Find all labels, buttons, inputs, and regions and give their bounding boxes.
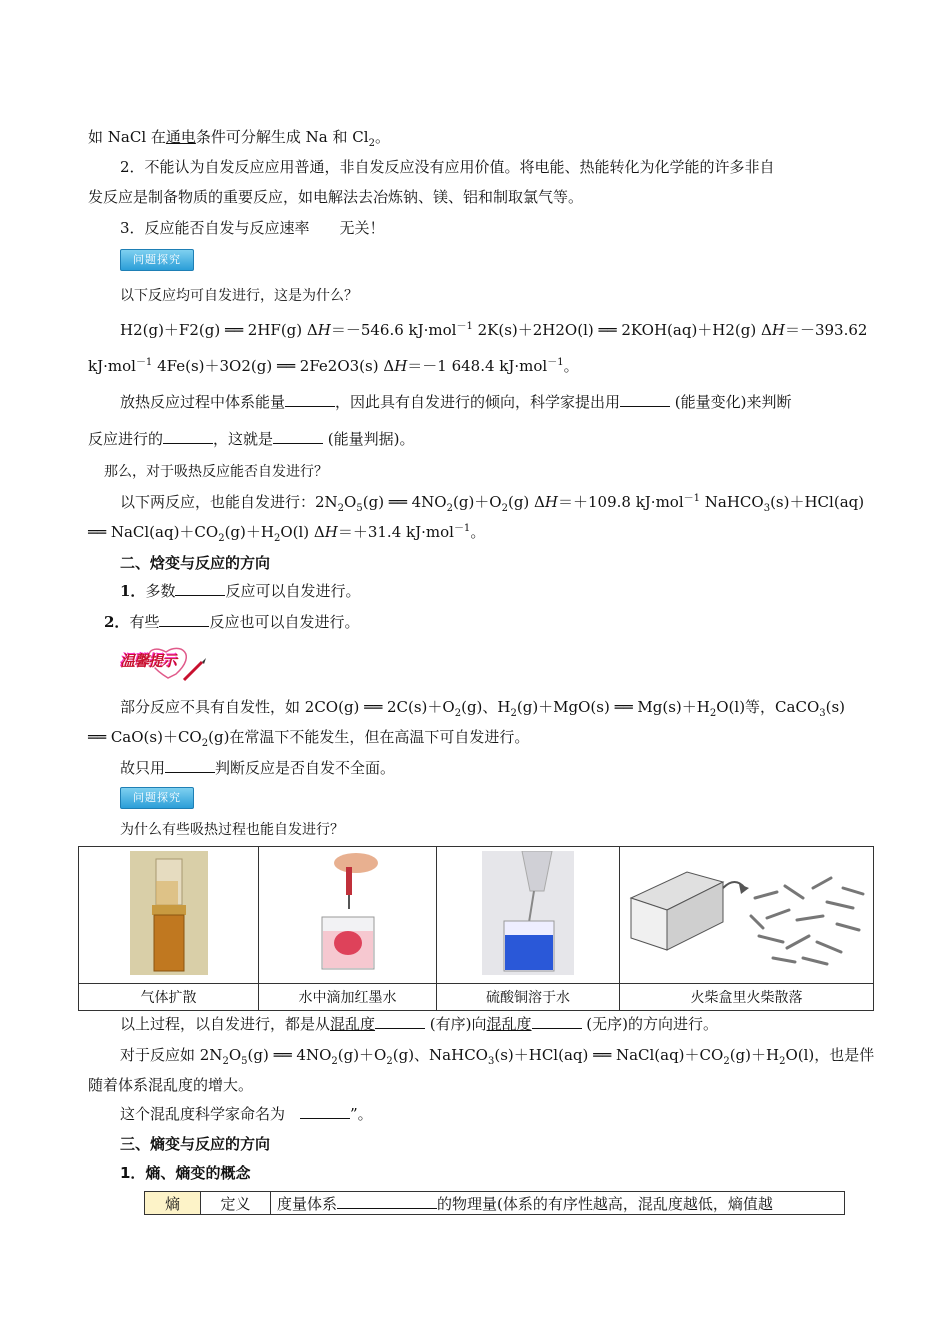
blank — [620, 392, 670, 407]
caption-copper-sulfate: 硫酸铜溶于水 — [437, 984, 620, 1011]
paragraph-exothermic: 放热反应过程中体系能量 ，因此具有自发进行的倾向，科学家提出用 (能量变化)来判断 — [120, 393, 792, 411]
image-cell-red-ink — [259, 847, 437, 984]
blank — [375, 1014, 425, 1029]
copper-sulfate-image — [482, 851, 574, 975]
blank — [532, 1014, 582, 1029]
enthalpy-point-2: 2．有些 反应也可以自发进行。 — [104, 613, 360, 631]
section-heading-entropy: 三、熵变与反应的方向 — [120, 1135, 271, 1153]
paragraph-conclusion: 故只用 判断反应是否自发不全面。 — [120, 759, 396, 777]
paragraph-disorder-increase: 随着体系混乱度的增大。 — [88, 1076, 254, 1094]
image-cell-gas-diffusion — [79, 847, 259, 984]
red-ink-in-water-image — [308, 851, 388, 975]
image-cell-matchbox — [620, 847, 874, 984]
problem-explore-badge: 问题探究 — [120, 249, 194, 271]
entropy-concept-heading: 1．熵、熵变的概念 — [120, 1164, 251, 1182]
spontaneous-process-image-table — [78, 846, 874, 1011]
paragraph-3: 3．反应能否自发与反应速率 无关！ — [120, 219, 385, 237]
paragraph-entropy-name: 这个混乱度科学家命名为 ”。 — [120, 1105, 373, 1123]
paragraph-2a: 2．不能认为自发反应应用普通，非自发反应没有应用价值。将电能、热能转化为化学能的许多非自 — [120, 158, 775, 176]
paragraph-endothermic-reactions: 以下两反应，也能自发进行：$2N_2O_5(g)$ ══ $4NO_2(g)+O_2(g)$ ΔH＝＋109.8 kJ·mol$^{-1}$ NaHCO$_3$(s)＋HCl(aq) — [120, 493, 865, 514]
caption-red-ink: 水中滴加红墨水 — [259, 984, 437, 1011]
paragraph-nahco3: ══ $NaCl(aq)+CO_2(g)+H_2O(l)$ ΔH＝＋31.4 kJ·mol$^{-1}$。 — [88, 523, 486, 544]
matchbox-scatter-image — [627, 858, 867, 968]
paragraph-reaction-disorder: 对于反应如 $2N_2O_5(g)$ ══ $4NO_2(g)+O_2(g)$、NaHCO$_3$(s)＋HCl(aq) ══ $NaCl(aq)+CO_2(g)+H_2O(l)$，也是伴 — [120, 1046, 875, 1067]
paragraph-nacl: 如 NaCl 在通电条件可分解生成 Na 和 $Cl_2$。 — [88, 128, 390, 149]
section-heading-enthalpy: 二、焓变与反应的方向 — [120, 554, 271, 572]
question-3: 为什么有些吸热过程也能自发进行？ — [120, 822, 344, 838]
caption-gas-diffusion: 气体扩散 — [79, 984, 259, 1011]
caption-matchbox: 火柴盒里火柴散落 — [620, 984, 874, 1011]
blank — [337, 1194, 437, 1209]
gas-diffusion-image — [130, 851, 208, 975]
paragraph-energy-criterion: 反应进行的 ，这就是 (能量判据)。 — [88, 430, 415, 448]
blank — [163, 429, 213, 444]
equation-line-1: H2(g)＋F2(g) ══ 2HF(g) ΔH＝－546.6 kJ·mol$^{-1}$ 2K(s)＋2H2O(l) ══ 2KOH(aq)＋H2(g) ΔH＝－393.62 — [120, 321, 868, 339]
blank — [300, 1104, 350, 1119]
blank — [273, 429, 323, 444]
problem-explore-badge-2: 问题探究 — [120, 787, 194, 809]
entropy-definition-table — [144, 1191, 845, 1215]
blank — [175, 581, 225, 596]
definition-content-cell: 度量体系 的物理量(体系的有序性越高，混乱度越低，熵值越 — [271, 1192, 845, 1215]
warm-tip-badge: 温馨提示 — [118, 640, 208, 682]
blank — [285, 392, 335, 407]
definition-label-cell: 定义 — [201, 1192, 271, 1215]
paragraph-disorder-direction: 以上过程，以自发进行，都是从混乱度 (有序)向混乱度 (无序)的方向进行。 — [120, 1015, 719, 1033]
paragraph-caco3: ══ $CaO(s)+CO_2(g)$在常温下不能发生，但在高温下可自发进行。 — [88, 728, 530, 749]
question-1: 以下反应均可自发进行，这是为什么？ — [120, 288, 358, 304]
enthalpy-point-1: 1．多数 反应可以自发进行。 — [120, 582, 361, 600]
equation-line-2: kJ·mol$^{-1}$ 4Fe(s)＋3O2(g) ══ 2Fe2O3(s) ΔH＝－1 648.4 kJ·mol$^{-1}$。 — [88, 357, 579, 375]
blank — [165, 758, 215, 773]
question-2: 那么，对于吸热反应能否自发进行？ — [104, 464, 328, 480]
blank — [159, 612, 209, 627]
image-cell-copper-sulfate — [437, 847, 620, 984]
paragraph-2b: 发反应是制备物质的重要反应，如电解法去冶炼钠、镁、铝和制取氯气等。 — [88, 188, 584, 206]
paragraph-non-spontaneous: 部分反应不具有自发性，如 2CO(g) ══ $2C(s)+O_2(g)$、$H_2(g)+MgO(s)$ ══ $Mg(s)+H_2O(l)$等，CaCO$_3$(s) — [120, 698, 846, 719]
entropy-cell: 熵 — [145, 1192, 201, 1215]
